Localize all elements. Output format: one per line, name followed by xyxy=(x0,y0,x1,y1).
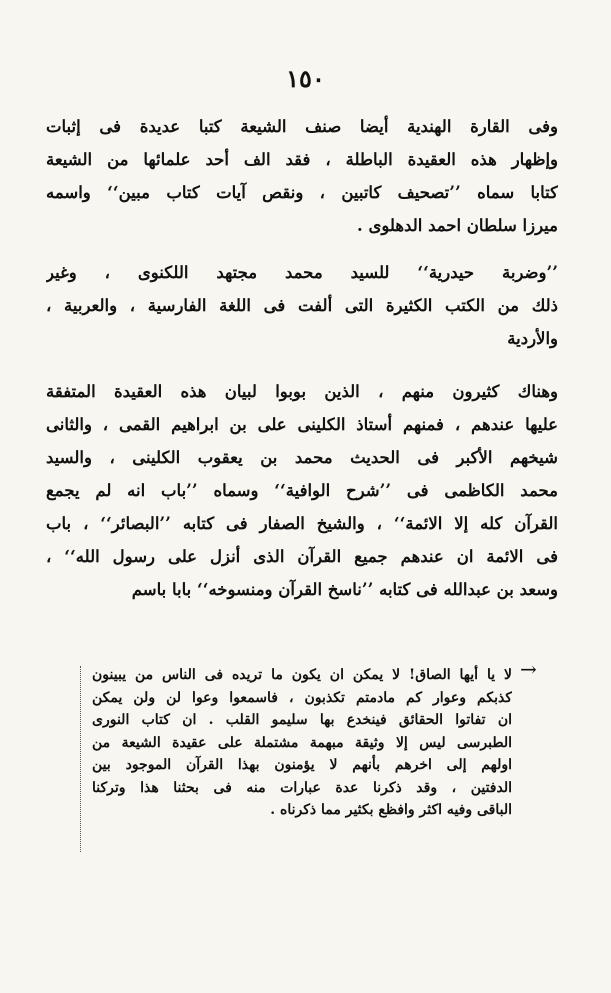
text-line: وفى القارة الهندية أيضا صنف الشيعة كتبا عديدة فى إثبات xyxy=(46,117,558,136)
text-line: ذلك من الكتب الكثيرة التى ألفت فى اللغة الفارسية ، والعربية ، xyxy=(46,296,558,315)
paragraph-3 xyxy=(46,375,558,606)
text-line: ’’وضربة حيدرية‘‘ للسيد محمد مجتهد اللكنوى ، وغير xyxy=(46,263,558,282)
text-line: كتابا سماه ’’تصحيف كاتبين ، ونقص آيات كتاب مبين‘‘ واسمه xyxy=(46,183,558,202)
footnote-line: لا يا أيها الصاق! لا يمكن ان يكون ما تريده فى الناس من يبينون xyxy=(92,667,512,683)
footnote-rule xyxy=(80,666,82,852)
paragraph-2 xyxy=(46,256,558,355)
text-line: القرآن كله إلا الائمة‘‘ ، والشيخ الصفار فى كتابه ’’البصائر‘‘ ، باب xyxy=(46,514,558,533)
paragraph-1 xyxy=(46,110,558,242)
text-line: وإظهار هذه العقيدة الباطلة ، فقد الف أحد علمائها من الشيعة xyxy=(46,150,558,169)
footnote-line: الباقى وفيه اكثر وافظع بكثير مما ذكرناه . xyxy=(270,802,512,818)
footnote-line: الطبرسى ليس إلا وثيقة مبهمة مشتملة على عقيدة الشيعة من xyxy=(92,734,512,751)
footnote-line: كذبكم وعوار كم مادمتم تكذبون ، فاسمعوا وعوا لن ولن يمكن xyxy=(92,689,512,706)
text-line: عليها عندهم ، فمنهم أستاذ الكلينى على بن ابراهيم القمى ، والثانى xyxy=(46,415,558,434)
footnote xyxy=(92,664,512,822)
page-number: ١٥٠ xyxy=(286,64,325,93)
text-line: وسعد بن عبدالله فى كتابه ’’ناسخ القرآن ومنسوخه‘‘ بابا باسم xyxy=(131,580,558,599)
text-line: والأردية xyxy=(507,329,558,348)
text-line: محمد الكاظمى فى ’’شرح الوافية‘‘ وسماه ’’باب انه لم يجمع xyxy=(46,481,558,500)
footnote-line: اولهم إلى اخرهم بأنهم لا يؤمنون بهذا القرآن الموجود بين xyxy=(92,757,512,773)
footnote-line: ان تفاتوا الحقائق فينخدع بها سليمو القلب . ان كتاب النورى xyxy=(92,712,512,728)
arrow-icon: → xyxy=(520,657,537,681)
text-line: وهناك كثيرون منهم ، الذين بوبوا لبيان هذه العقيدة المتفقة xyxy=(46,382,558,401)
text-line: فى الائمة ان عندهم جميع القرآن الذى أنزل على رسول الله‘‘ ، xyxy=(46,547,558,566)
text-line: شيخهم الأكبر فى الحديث محمد بن يعقوب الكلينى ، والسيد xyxy=(46,448,558,467)
footnote-line: الدفتين ، وقد ذكرنا عدة عبارات منه فى بحثنا هذا وتركنا xyxy=(92,779,512,796)
text-line: ميرزا سلطان احمد الدهلوى . xyxy=(356,216,558,235)
